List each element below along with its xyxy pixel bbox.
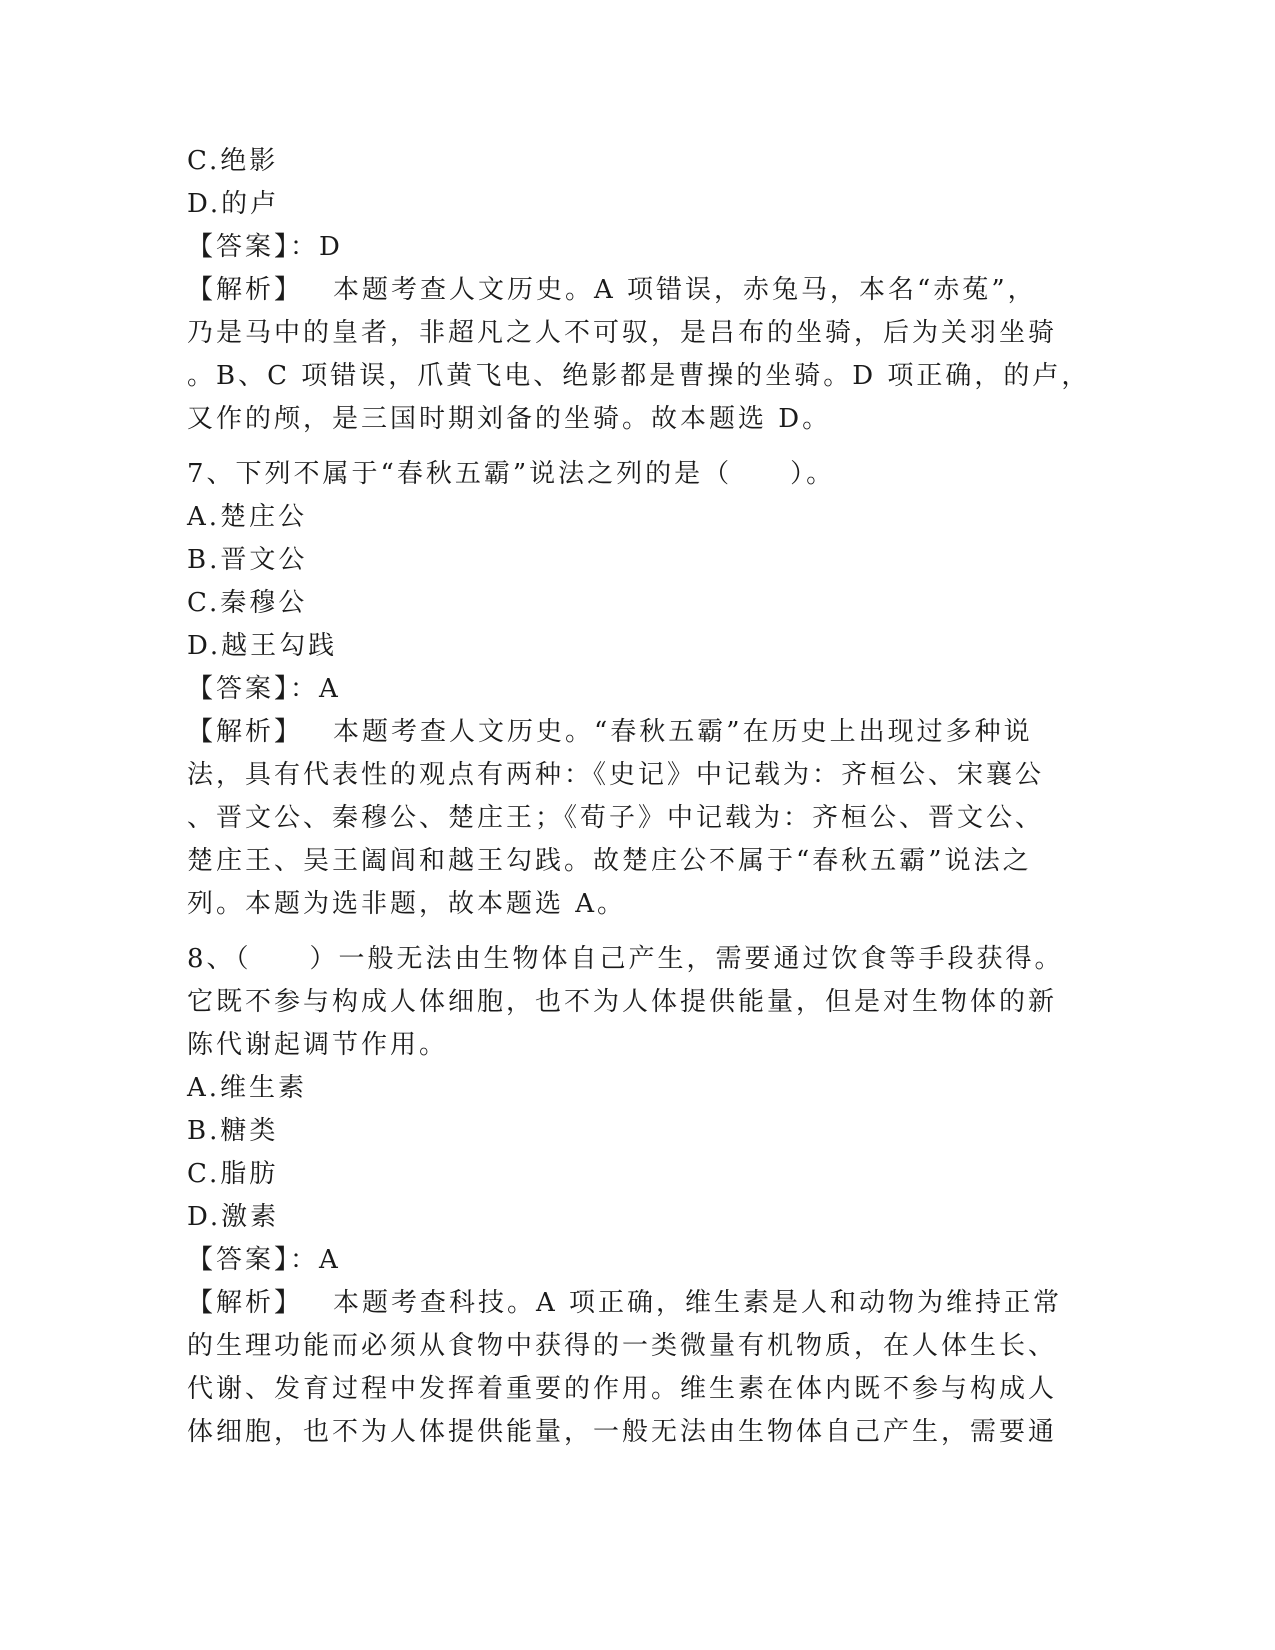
q6-answer: 【答案】：D [187, 232, 343, 262]
q8-option-a: A.维生素 [187, 1073, 308, 1103]
q8-option-c: C.脂肪 [187, 1159, 279, 1189]
q8-stem-line-1: 8、（ ）一般无法由生物体自己产生，需要通过饮食等手段获得。 [187, 944, 1064, 974]
q8-analysis [187, 1282, 1067, 1454]
q8-stem-line-3: 陈代谢起调节作用。 [187, 1030, 449, 1060]
q6-analysis-line-1: 【解析】 本题考查人文历史。A 项错误，赤兔马，本名“赤菟”， [187, 275, 1037, 305]
q7-analysis-label: 【解析】 [187, 717, 304, 747]
q7-analysis-line-5: 列。本题为选非题，故本题选 A。 [187, 889, 627, 919]
q7-option-b: B.晋文公 [187, 545, 308, 575]
q7-analysis-line-4: 楚庄王、吴王阖闾和越王勾践。故楚庄公不属于“春秋五霸”说法之 [187, 846, 1032, 876]
document-page [187, 140, 1091, 1454]
q8-stem [187, 938, 1067, 1067]
q8-option-d: D.激素 [187, 1202, 280, 1232]
q8-analysis-line-1: 【解析】 本题考查科技。A 项正确，维生素是人和动物为维持正常 [187, 1288, 1063, 1318]
q8-analysis-line-4: 体细胞，也不为人体提供能量，一般无法由生物体自己产生，需要通 [187, 1417, 1058, 1447]
q7-option-c: C.秦穆公 [187, 588, 308, 618]
q7-analysis [187, 711, 1067, 926]
q6-analysis-label: 【解析】 [187, 275, 304, 305]
q7-option-a: A.楚庄公 [187, 502, 308, 532]
q7-stem: 7、下列不属于“春秋五霸”说法之列的是（ ）。 [187, 459, 836, 489]
q6-analysis [187, 269, 1091, 441]
q8-stem-line-2: 它既不参与构成人体细胞，也不为人体提供能量，但是对生物体的新 [187, 987, 1058, 1017]
q8-analysis-line-2: 的生理功能而必须从食物中获得的一类微量有机物质，在人体生长、 [187, 1331, 1058, 1361]
q8-analysis-line-3: 代谢、发育过程中发挥着重要的作用。维生素在体内既不参与构成人 [187, 1374, 1058, 1404]
q7-analysis-line-1: 【解析】 本题考查人文历史。“春秋五霸”在历史上出现过多种说 [187, 717, 1033, 747]
q6-option-c: C.绝影 [187, 146, 279, 176]
q6-option-d: D.的卢 [187, 189, 280, 219]
q6-analysis-line-4: 又作的颅，是三国时期刘备的坐骑。故本题选 D。 [187, 404, 832, 434]
q7-analysis-line-3: 、晋文公、秦穆公、楚庄王；《荀子》中记载为：齐桓公、晋文公、 [187, 803, 1045, 833]
q8-answer: 【答案】：A [187, 1245, 341, 1275]
q6-analysis-line-2: 乃是马中的皇者，非超凡之人不可驭，是吕布的坐骑，后为关羽坐骑 [187, 318, 1058, 348]
q6-analysis-line-3: 。B、C 项错误，爪黄飞电、绝影都是曹操的坐骑。D 项正确，的卢， [187, 361, 1091, 391]
q7-option-d: D.越王勾践 [187, 631, 338, 661]
q8-option-b: B.糖类 [187, 1116, 279, 1146]
q8-analysis-label: 【解析】 [187, 1288, 304, 1318]
q7-analysis-line-2: 法，具有代表性的观点有两种：《史记》中记载为：齐桓公、宋襄公 [187, 760, 1045, 790]
q7-answer: 【答案】：A [187, 674, 341, 704]
